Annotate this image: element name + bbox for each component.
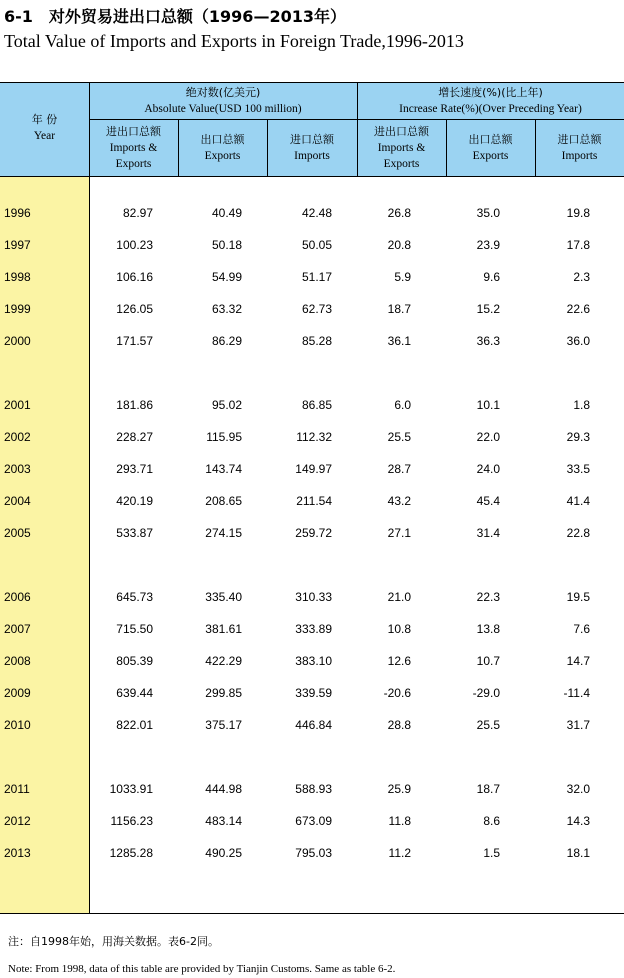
value-cell: 444.98 xyxy=(205,782,242,796)
value-cell: 420.19 xyxy=(116,494,153,508)
year-cell: 2013 xyxy=(4,846,31,860)
value-cell: 1285.28 xyxy=(109,846,153,860)
value-cell: 50.05 xyxy=(301,238,332,252)
value-cell: 171.57 xyxy=(116,334,153,348)
year-cell: 2008 xyxy=(4,654,31,668)
year-cell: 2009 xyxy=(4,686,31,700)
value-cell: 375.17 xyxy=(205,718,242,732)
value-cell: 85.28 xyxy=(301,334,332,348)
trade-table xyxy=(0,82,624,913)
value-cell: 208.65 xyxy=(205,494,242,508)
value-cell: 26.8 xyxy=(387,206,411,220)
col-rate-exports-header: 出口总额 Exports xyxy=(468,133,513,162)
value-cell: -20.6 xyxy=(383,686,411,700)
col-abs-exports-header: 出口总额 Exports xyxy=(200,133,245,162)
value-cell: 31.7 xyxy=(566,718,590,732)
value-cell: 822.01 xyxy=(116,718,153,732)
value-cell: 115.95 xyxy=(206,430,242,444)
value-cell: 10.8 xyxy=(387,622,411,636)
value-cell: 19.8 xyxy=(566,206,590,220)
value-cell: 1033.91 xyxy=(109,782,153,796)
value-cell: 22.8 xyxy=(566,526,590,540)
year-cell: 1997 xyxy=(4,238,31,252)
value-cell: 43.2 xyxy=(387,494,411,508)
table-row xyxy=(0,708,624,740)
value-cell: 310.33 xyxy=(295,590,332,604)
value-cell: 12.6 xyxy=(387,654,411,668)
value-cell: 63.32 xyxy=(211,302,242,316)
value-cell: 228.27 xyxy=(116,430,153,444)
value-cell: 11.2 xyxy=(388,846,411,860)
value-cell: 673.09 xyxy=(295,814,332,828)
value-cell: 28.7 xyxy=(387,462,411,476)
value-cell: 211.54 xyxy=(296,494,332,508)
value-cell: 259.72 xyxy=(295,526,332,540)
value-cell: 27.1 xyxy=(387,526,411,540)
value-cell: 14.7 xyxy=(566,654,590,668)
note-en: Note: From 1998, data of this table are provided by Tianjin Customs. Same as table 6-2. xyxy=(8,963,396,975)
value-cell: 15.2 xyxy=(476,302,500,316)
value-cell: 11.8 xyxy=(388,814,411,828)
table-row xyxy=(0,836,624,868)
value-cell: 293.71 xyxy=(116,462,153,476)
table-row xyxy=(0,484,624,516)
value-cell: 274.15 xyxy=(205,526,242,540)
value-cell: 9.6 xyxy=(483,270,500,284)
value-cell: 36.1 xyxy=(387,334,411,348)
col-rate-imports-header: 进口总额 Imports xyxy=(557,133,602,162)
value-cell: 795.03 xyxy=(295,846,332,860)
year-cell: 2006 xyxy=(4,590,31,604)
value-cell: 21.0 xyxy=(387,590,411,604)
year-cell: 2011 xyxy=(4,782,30,796)
value-cell: 335.40 xyxy=(205,590,242,604)
value-cell: 62.73 xyxy=(301,302,332,316)
value-cell: 126.05 xyxy=(116,302,153,316)
year-cell: 1999 xyxy=(4,302,31,316)
value-cell: 100.23 xyxy=(116,238,153,252)
value-cell: 588.93 xyxy=(295,782,332,796)
table-row xyxy=(0,228,624,260)
table-row xyxy=(0,612,624,644)
value-cell: 95.02 xyxy=(211,398,242,412)
value-cell: 19.5 xyxy=(566,590,590,604)
note-cn: 注：自1998年始，用海关数据。表6-2同。 xyxy=(8,935,219,948)
value-cell: 25.9 xyxy=(387,782,411,796)
table-row xyxy=(0,580,624,612)
value-cell: 1.5 xyxy=(483,846,500,860)
year-cell: 1996 xyxy=(4,206,31,220)
value-cell: 28.8 xyxy=(387,718,411,732)
year-cell: 2000 xyxy=(4,334,31,348)
table-row xyxy=(0,292,624,324)
value-cell: 25.5 xyxy=(476,718,500,732)
value-cell: 86.29 xyxy=(211,334,242,348)
value-cell: 40.49 xyxy=(211,206,242,220)
value-cell: 149.97 xyxy=(295,462,332,476)
value-cell: 29.3 xyxy=(566,430,590,444)
year-cell: 2012 xyxy=(4,814,31,828)
year-header: 年 份 Year xyxy=(31,113,58,142)
value-cell: 36.0 xyxy=(566,334,590,348)
table-title-cn: 6-1 对外贸易进出口总额（1996—2013年） xyxy=(4,7,346,26)
value-cell: 533.87 xyxy=(116,526,153,540)
value-cell: 41.4 xyxy=(566,494,590,508)
col-abs-imports-header: 进口总额 Imports xyxy=(290,133,334,162)
value-cell: 490.25 xyxy=(205,846,242,860)
value-cell: 383.10 xyxy=(295,654,332,668)
value-cell: 333.89 xyxy=(295,622,332,636)
value-cell: 1.8 xyxy=(573,398,590,412)
year-cell: 2001 xyxy=(4,398,31,412)
value-cell: 45.4 xyxy=(476,494,500,508)
value-cell: 143.74 xyxy=(205,462,242,476)
value-cell: 18.7 xyxy=(476,782,500,796)
value-cell: 42.48 xyxy=(301,206,332,220)
value-cell: 10.7 xyxy=(476,654,500,668)
value-cell: 639.44 xyxy=(116,686,153,700)
value-cell: 22.0 xyxy=(476,430,500,444)
value-cell: 35.0 xyxy=(476,206,500,220)
table-row xyxy=(0,452,624,484)
value-cell: 51.17 xyxy=(301,270,332,284)
value-cell: 17.8 xyxy=(566,238,590,252)
year-cell: 2010 xyxy=(4,718,31,732)
table-row xyxy=(0,388,624,420)
table-row xyxy=(0,196,624,228)
value-cell: 483.14 xyxy=(205,814,242,828)
value-cell: 32.0 xyxy=(566,782,590,796)
year-cell: 2004 xyxy=(4,494,31,508)
value-cell: 86.85 xyxy=(301,398,332,412)
year-cell: 2005 xyxy=(4,526,31,540)
value-cell: 50.18 xyxy=(211,238,242,252)
value-cell: 339.59 xyxy=(295,686,332,700)
value-cell: 6.0 xyxy=(394,398,411,412)
value-cell: 645.73 xyxy=(116,590,153,604)
value-cell: 805.39 xyxy=(116,654,153,668)
year-cell: 1998 xyxy=(4,270,31,284)
table-row xyxy=(0,516,624,548)
year-cell: 2007 xyxy=(4,622,31,636)
value-cell: 112.32 xyxy=(296,430,332,444)
table-row xyxy=(0,324,624,356)
value-cell: 25.5 xyxy=(387,430,411,444)
table-row xyxy=(0,260,624,292)
value-cell: 31.4 xyxy=(476,526,500,540)
value-cell: 106.16 xyxy=(116,270,153,284)
value-cell: 7.6 xyxy=(573,622,590,636)
value-cell: 22.3 xyxy=(476,590,500,604)
absolute-value-header: 绝对数(亿美元) Absolute Value(USD 100 million) xyxy=(144,86,302,115)
table-row xyxy=(0,804,624,836)
value-cell: 381.61 xyxy=(205,622,242,636)
value-cell: -11.4 xyxy=(563,686,590,700)
table-row xyxy=(0,676,624,708)
value-cell: 18.7 xyxy=(387,302,411,316)
value-cell: 36.3 xyxy=(476,334,500,348)
value-cell: 20.8 xyxy=(387,238,411,252)
value-cell: 181.86 xyxy=(116,398,153,412)
col-rate-total-header: 进出口总额 Imports & Exports xyxy=(374,125,429,170)
increase-rate-header: 增长速度(%)(比上年) Increase Rate(%)(Over Preceding Year) xyxy=(399,86,582,115)
year-cell: 2003 xyxy=(4,462,31,476)
value-cell: 446.84 xyxy=(295,718,332,732)
value-cell: 8.6 xyxy=(483,814,500,828)
value-cell: 1156.23 xyxy=(110,814,153,828)
value-cell: 715.50 xyxy=(116,622,153,636)
value-cell: 10.1 xyxy=(476,398,500,412)
value-cell: 5.9 xyxy=(394,270,411,284)
value-cell: 18.1 xyxy=(566,846,590,860)
value-cell: 23.9 xyxy=(476,238,500,252)
value-cell: 13.8 xyxy=(476,622,500,636)
value-cell: 24.0 xyxy=(476,462,500,476)
table-row xyxy=(0,772,624,804)
table-title-en: Total Value of Imports and Exports in Foreign Trade,1996-2013 xyxy=(4,31,464,51)
value-cell: 22.6 xyxy=(566,302,590,316)
value-cell: 2.3 xyxy=(573,270,590,284)
value-cell: 33.5 xyxy=(566,462,590,476)
value-cell: 422.29 xyxy=(205,654,242,668)
year-cell: 2002 xyxy=(4,430,31,444)
value-cell: -29.0 xyxy=(472,686,500,700)
value-cell: 14.3 xyxy=(566,814,590,828)
value-cell: 82.97 xyxy=(122,206,153,220)
table-row xyxy=(0,420,624,452)
col-abs-total-header: 进出口总额 Imports & Exports xyxy=(106,125,161,170)
value-cell: 54.99 xyxy=(211,270,242,284)
value-cell: 299.85 xyxy=(205,686,242,700)
table-row xyxy=(0,644,624,676)
